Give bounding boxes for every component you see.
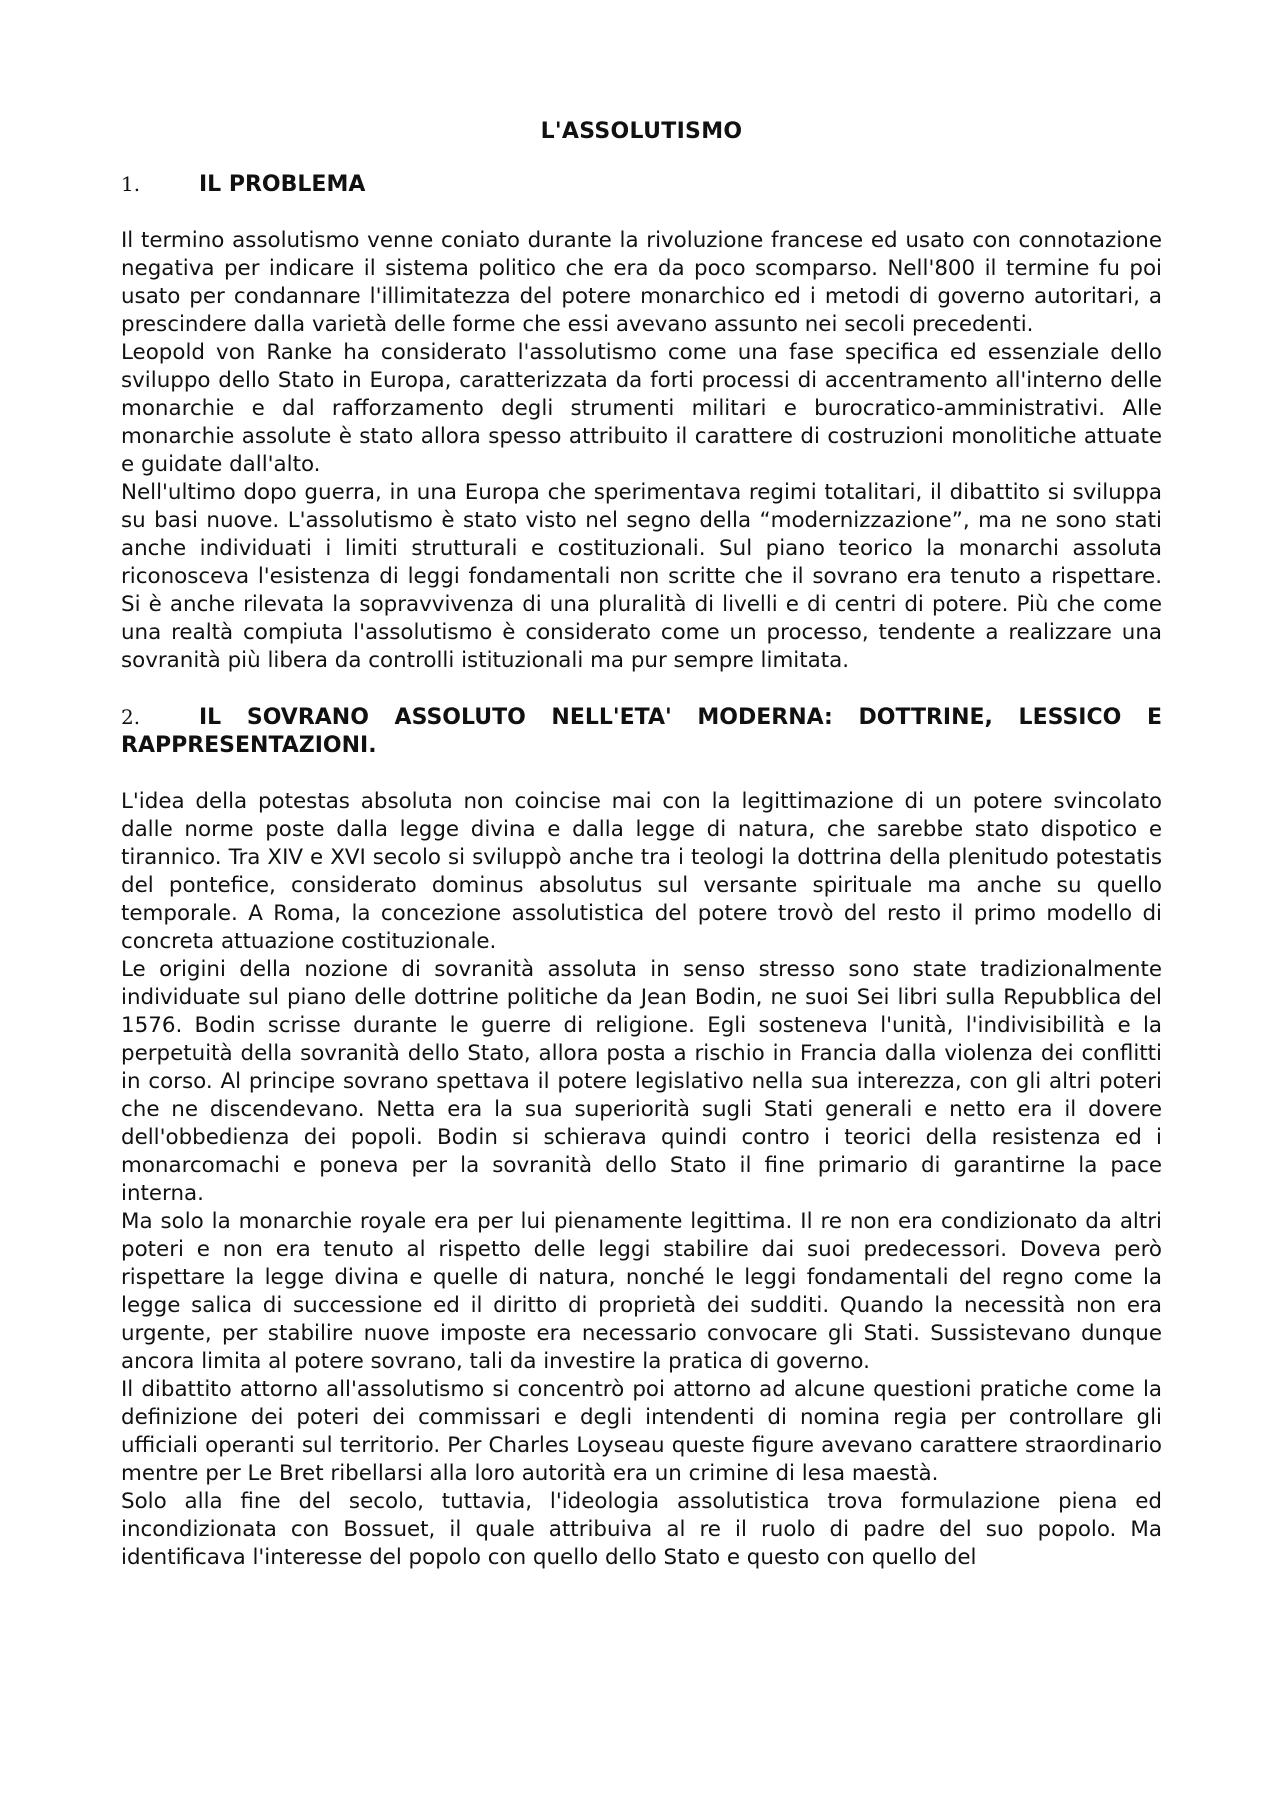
section-title: IL SOVRANO ASSOLUTO NELL'ETA' MODERNA: DOTTRINE, LESSICO E RAPPRESENTAZIONI.	[121, 705, 1162, 758]
paragraph: Ma solo la monarchie royale era per lui pienamente legittima. Il re non era condizionato da altri poteri e non era tenuto al rispetto delle leggi stabilire dai suoi predecessori. Doveva però rispettare la legge divina e quelle di natura, nonché le leggi fondamentali del regno come la legge salica di successione ed il diritto di proprietà dei sudditi. Quando la necessità non era urgente, per stabilire nuove imposte era necessario convocare gli Stati. Sussistevano dunque ancora limita al potere sovrano, tali da investire la pratica di governo.	[121, 1209, 1162, 1374]
paragraph: Nell'ultimo dopo guerra, in una Europa che sperimentava regimi totalitari, il dibattito si sviluppa su basi nuove. L'assolutismo è stato visto nel segno della “modernizzazione”, ma ne sono stati anche individuati i limiti strutturali e costituzionali. Sul piano teorico la monarchi assoluta riconosceva l'esistenza di leggi fondamentali non scritte che il sovrano era tenuto a rispettare. Si è anche rilevata la sopravvivenza di una pluralità di livelli e di centri di potere. Più che come una realtà compiuta l'assolutismo è considerato come un processo, tendente a realizzare una sovranità più libera da controlli istituzionali ma pur sempre limitata.	[121, 480, 1162, 673]
section-number: 1.	[121, 172, 141, 196]
section-heading	[121, 703, 1162, 760]
paragraph: Leopold von Ranke ha considerato l'assolutismo come una fase specifica ed essenziale dello sviluppo dello Stato in Europa, caratterizzata da forti processi di accentramento all'interno delle monarchie e dal rafforzamento degli strumenti militari e burocratico-amministrativi. Alle monarchie assolute è stato allora spesso attribuito il carattere di costruzioni monolitiche attuate e guidate dall'alto.	[121, 340, 1162, 477]
paragraph: L'idea della potestas absoluta non coincise mai con la legittimazione di un potere svincolato dalle norme poste dalla legge divina e dalla legge di natura, che sarebbe stato dispotico e tirannico. Tra XIV e XVI secolo si sviluppò anche tra i teologi la dottrina della plenitudo potestatis del pontefice, considerato dominus absolutus sul versante spirituale ma anche su quello temporale. A Roma, la concezione assolutistica del potere trovò del resto il primo modello di concreta attuazione costituzionale.	[121, 789, 1162, 954]
paragraph: Solo alla fine del secolo, tuttavia, l'ideologia assolutistica trova formulazione piena ed incondizionata con Bossuet, il quale attribuiva al re il ruolo di padre del suo popolo. Ma identificava l'interesse del popolo con quello dello Stato e questo con quello del	[121, 1489, 1162, 1570]
paragraph: Le origini della nozione di sovranità assoluta in senso stresso sono state tradizionalmente individuate sul piano delle dottrine politiche da Jean Bodin, ne suoi Sei libri sulla Repubblica del 1576. Bodin scrisse durante le guerre di religione. Egli sosteneva l'unità, l'indivisibilità e la perpetuità della sovranità dello Stato, allora posta a rischio in Francia dalla violenza dei conflitti in corso. Al principe sovrano spettava il potere legislativo nella sua interezza, con gli altri poteri che ne discendevano. Netta era la sua superiorità sugli Stati generali e netto era il dovere dell'obbedienza dei popoli. Bodin si schierava quindi contro i teorici della resistenza ed i monarcomachi e poneva per la sovranità dello Stato il fine primario di garantirne la pace interna.	[121, 957, 1162, 1206]
paragraph: Il dibattito attorno all'assolutismo si concentrò poi attorno ad alcune questioni pratiche come la definizione dei poteri dei commissari e degli intendenti di nomina regia per controllare gli ufficiali operanti sul territorio. Per Charles Loyseau queste figure avevano carattere straordinario mentre per Le Bret ribellarsi alla loro autorità era un crimine di lesa maestà.	[121, 1377, 1162, 1486]
section-1	[121, 170, 1162, 675]
section-heading	[121, 170, 1162, 199]
document-title: L'ASSOLUTISMO	[540, 119, 743, 144]
document-page	[121, 118, 1162, 1572]
section-spacer	[121, 675, 1162, 703]
section-title: IL PROBLEMA	[199, 172, 366, 197]
section-number: 2.	[121, 705, 141, 729]
paragraph: Il termino assolutismo venne coniato durante la rivoluzione francese ed usato con connotazione negativa per indicare il sistema politico che era da poco scomparso. Nell'800 il termine fu poi usato per condannare l'illimitatezza del potere monarchico ed i metodi di governo autoritari, a prescindere dalla varietà delle forme che essi avevano assunto nei secoli precedenti.	[121, 228, 1162, 337]
section-2	[121, 703, 1162, 1572]
